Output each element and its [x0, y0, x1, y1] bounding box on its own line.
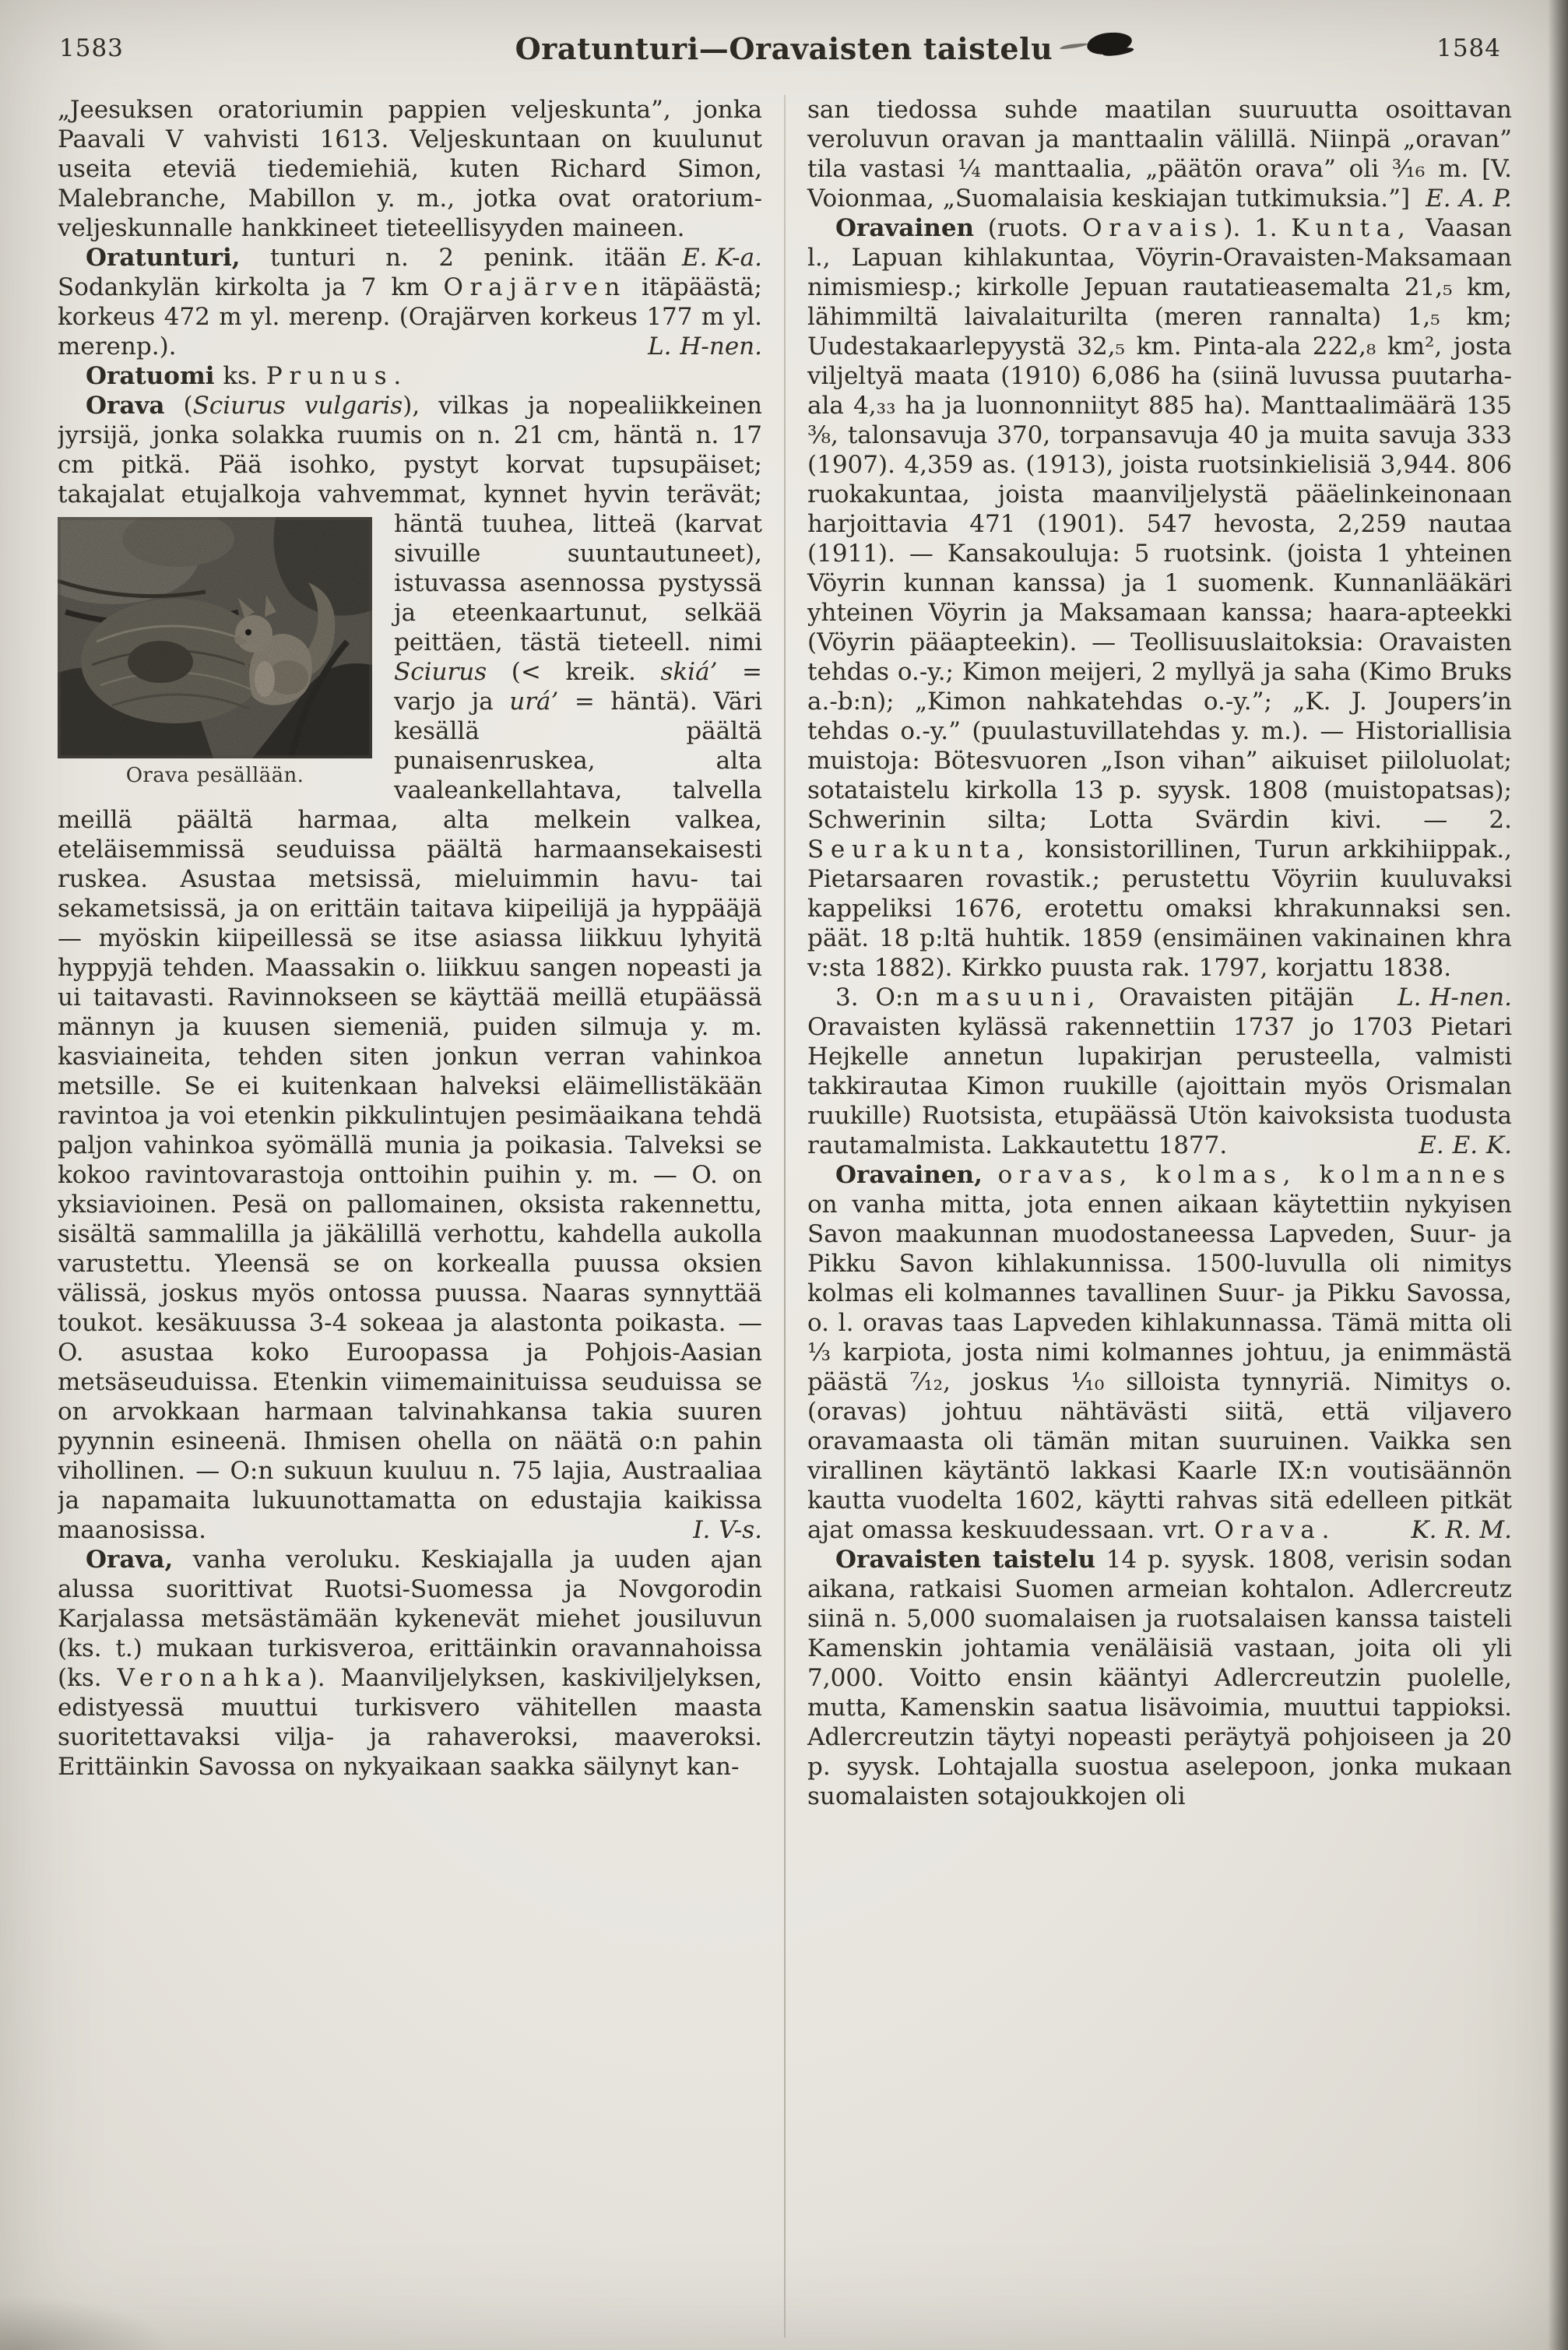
entry-headword: Oravaisten taistelu — [835, 1546, 1095, 1574]
text-run: Seurakunta, — [807, 836, 1032, 864]
author-signature: K. R. M. — [1411, 1516, 1512, 1544]
entry-headword: Oratunturi, — [86, 244, 241, 272]
text-run: ). 1. — [1223, 214, 1292, 242]
text-run: Sciurus vulgaris — [192, 392, 403, 420]
text-run: „Jeesuksen oratoriumin pappien veljeskunta”, jonka Paavali V vahvisti 1613. Veljeskuntaan on kuulunut useita eteviä tiedemiehiä, kuten Richard Simon, Malebranche, Mabillon y. m., jotka ovat oratorium-veljeskunnalle hankkineet tieteellisyyden maineen. — [58, 96, 762, 242]
text-run: san tiedossa suhde maatilan suuruutta osoittavan veroluvun oravan ja manttaalin välillä. Niinpä „oravan” tila vastasi ¹⁄₄ manttaalia, „päätön orava” oli ³⁄₁₆ m. [V. Voionmaa, „Suomalaisia keskiajan tutkimuksia.”] — [807, 96, 1512, 213]
column-divider — [784, 95, 786, 2338]
text-run: itäpäästä; korkeus 472 m yl. merenp. (Orajärven korkeus 177 m yl. merenp.). — [58, 273, 762, 361]
paragraph — [807, 1160, 1512, 1545]
column-left — [58, 95, 762, 2338]
paragraph — [58, 1545, 762, 1782]
text-run: Oravaisten pitäjän Oravaisten kylässä rakennettiin 1737 jo 1703 Pietari Hejkelle annetun lupakirjan perusteella, valmisti takkirautaa Kimon ruukille (ajoittain myös Orismalan ruukille) Ruotsista, etupäässä Utön kaivoksista tuodusta rautamalmista. Lakkautettu 1877. — [807, 983, 1512, 1159]
page-number-left: 1583 — [59, 34, 124, 62]
text-run: kynnet hyvin terävät; häntä tuuhea, litteä (karvat sivuille suuntautuneet), istuvassa asennossa pystyssä ja eteenkaartunut, selkää peittäen, tästä tieteell. nimi — [394, 480, 762, 656]
text-run: 3. O:n — [835, 983, 937, 1011]
text-run: (ruots. — [974, 214, 1083, 242]
text-run: Sciurus — [394, 658, 487, 686]
author-signature: E. E. K. — [1419, 1131, 1512, 1159]
paragraph — [807, 1545, 1512, 1811]
text-run: Oravais — [1082, 214, 1224, 242]
author-signature: I. V-s. — [693, 1516, 762, 1544]
author-signature: L. H-nen. — [648, 332, 762, 361]
page-title: Oratunturi—Oravaisten taistelu — [515, 31, 1053, 66]
text-run: = varjo ja — [394, 658, 762, 716]
paragraph — [58, 391, 762, 1545]
text-run: vanha veroluku. Keskiajalla ja uuden ajan alussa suorittivat Ruotsi-Suomessa ja Novgorodin Karjalassa metsästämään kykenevät miehet jousiluvun (ks. t.) mukaan turkisveroa, erittäinkin oravannahoissa (ks. — [58, 1546, 762, 1692]
author-signature: E. A. P. — [1426, 185, 1512, 213]
entry-headword: Oravainen — [835, 214, 975, 242]
squirrel-photo-figure — [58, 517, 372, 788]
entry-headword: Orava, — [86, 1546, 174, 1574]
text-run: ( — [164, 392, 193, 420]
text-columns — [58, 95, 1512, 2338]
paragraph — [58, 361, 762, 391]
text-run: . — [393, 362, 402, 390]
page-number-right: 1584 — [1436, 34, 1501, 62]
paragraph — [58, 243, 762, 361]
text-run: urá’ — [509, 688, 559, 716]
squirrel-photo — [58, 517, 372, 758]
scan-corner-shadow — [0, 2295, 171, 2350]
text-run: on vanha mitta, jota ennen aikaan käytettiin nykyisen Savon maakunnan muodostaneessa Lapveden, Suur- ja Pikku Savon kihlakunnissa. 1500-luvulla oli nimitys kolmas eli kolmannes tavallinen Suur- ja Pikku Savossa, o. l. oravas taas Lapveden kihlakunnassa. Tämä mitta oli ¹⁄₃ karpiota, josta nimi kolmannes johtuu, ja enimmästä päästä ⁷⁄₁₂, joskus ¹⁄₁₀ silloista tynnyriä. Nimitys o. (oravas) johtuu nähtävästi siitä, että viljavero oravamaasta oli tämän mitan suuruinen. Vaikka sen virallinen käytäntö lakkasi Kaarle IX:n voutisäännön kautta vuodelta 1602, käytti rahvas sitä edelleen pitkät ajat omassa keskuudessaan. vrt. — [807, 1191, 1512, 1544]
text-run: Orava — [1214, 1516, 1322, 1544]
text-run: ), vilkas ja nopealiikkeinen jyrsijä, jonka solakka ruumis on n. 21 cm, häntä n. 17 cm pitkä. Pää isohko, pystyt korvat tupsupäiset; takajalat etujalkoja vahvemmat, — [58, 392, 762, 508]
column-right — [807, 95, 1512, 2338]
text-run: Kunta, — [1291, 214, 1412, 242]
entry-headword: Oratuomi — [86, 362, 215, 390]
figure-caption: Orava pesällään. — [125, 764, 304, 787]
page-header — [0, 0, 1568, 79]
author-signature: E. K-a. — [681, 244, 762, 272]
paragraph — [807, 95, 1512, 213]
text-run: masuuni, — [936, 983, 1102, 1011]
text-run: skiá’ — [660, 658, 718, 686]
text-run: ). Maanviljelyksen, kaskiviljelyksen, edistyessä muuttui turkisvero vähitellen maasta suoritettavaksi vilja- ja rahaveroksi, maaveroksi. Erittäinkin Savossa on nykyaikaan saakka säilynyt kan- — [58, 1664, 762, 1781]
text-run: Vaasan l., Lapuan kihlakuntaa, Vöyrin-Oravaisten-Maksamaan nimismiesp.; kirkolle Jepuan rautatieasemalta 21,₅ km, lähimmiltä laivalaiturilta (meren rannalta) 1,₅ km; Uudestakaarlepyystä 32,₅ km. Pinta-ala 222,₈ km², josta viljeltyä maata (1910) 6,086 ha (siinä luvussa puutarha-ala 4,₃₃ ha ja luonnonniityt 885 ha). Manttaalimäärä 135 ³⁄₈, talonsavuja 370, torpansavuja 40 ja muita savuja 333 (1907). 4,359 as. (1913), joista ruotsinkielisiä 3,944. 806 ruokakuntaa, joista maanviljelystä pääelinkeinonaan harjoittavia 471 (1901). 547 hevosta, 2,259 nautaa (1911). — Kansakouluja: 5 ruotsink. (joista 1 yhteinen Vöyrin kunnan kanssa) ja 1 suomenk. Kunnanlääkäri yhteinen Vöyrin ja Maksamaan kanssa; haara-apteekki (Vöyrin pääapteekin). — Teollisuuslaitoksia: Oravaisten tehdas o.-y.; Kimon meijeri, 2 myllyä ja saha (Kimo Bruks a.-b:n); „Kimon nahkatehdas o.-y.”; „K. J. Joupers’in tehdas o.-y.” (puulastuvillatehdas y. m.). — Historiallisia muistoja: Bötesvuoren „Ison vihan” aikuiset piiloluolat; sotataistelu kirkolla 13 p. syysk. 1808 (muistopatsas); Schwerinin silta; Lotta Svärdin kivi. — 2. — [807, 214, 1512, 834]
text-run: (< kreik. — [487, 658, 661, 686]
text-run: Orajärven — [443, 273, 628, 301]
text-run: Veronahka — [117, 1664, 308, 1692]
author-signature: L. H-nen. — [1397, 983, 1512, 1011]
scan-edge-shadow — [1548, 0, 1568, 2350]
text-run: . — [1321, 1516, 1330, 1544]
text-run: ks. — [214, 362, 266, 390]
text-run: tunturi n. 2 penink. itään Sodankylän kirkolta ja 7 km — [58, 244, 666, 301]
text-run: = häntä). Väri kesällä päältä punaisenruskea, alta vaaleankellahtava, talvella meillä päältä harmaa, alta melkein valkea, eteläisemmissä seuduissa päältä harmaansekaisesti ruskea. Asustaa metsissä, mieluimmin havu- tai sekametsissä, ja on erittäin taitava kiipeilijä ja hyppääjä — myöskin kiipeillessä se itse asiassa liikkuu lyhyitä hyppyjä tehden. Maassakin o. liikkuu sangen nopeasti ja ui taitavasti. Ravinnokseen se käyttää meillä etupäässä männyn ja kuusen siemeniä, puiden silmuja y. m. kasviaineita, tehden siten jonkun verran vahinkoa metsille. Se ei kuitenkaan halveksi eläimellistäkään ravintoa ja voi etenkin pikkulintujen pesimäaikana tehdä paljon vahinkoa syömällä munia ja poikasia. Talveksi se kokoo ravintovarastoja onttoihin puihin y. m. — O. on yksiavioinen. Pesä on pallomainen, oksista rakennettu, sisältä sammalilla ja jäkälillä verhottu, kahdella aukolla varustettu. Yleensä se on korkealla puussa oksien välissä, joskus myös ontossa puussa. Naaras synnyttää toukot. kesäkuussa 3-4 sokeaa ja alastonta poikasta. — O. asustaa koko Euroopassa ja Pohjois-Aasian metsäseuduissa. Etenkin viimemainituissa seuduissa se on arvokkaan harmaan talvinahkansa takia suuren pyynnin esineenä. Ihmisen ohella on näätä o:n pahin vihollinen. — O:n sukuun kuuluu n. 75 lajia, Austraaliaa ja napamaita lukuunottamatta on edustajia kaikissa maanosissa. — [58, 688, 762, 1544]
text-run: oravas, kolmas, kolmannes — [997, 1161, 1512, 1189]
text-run — [983, 1161, 998, 1189]
text-run: Prunus — [265, 362, 394, 390]
entry-headword: Oravainen, — [835, 1161, 983, 1189]
text-run: 14 p. syysk. 1808, verisin sodan aikana, ratkaisi Suomen armeian kohtalon. Adlercreutz siinä n. 5,000 suomalaisen ja ruotsalaisen kanssa taisteli Kamenskin johtamia venäläisiä vastaan, joita oli yli 7,000. Voitto ensin kääntyi Adlercreutzin puolelle, mutta, Kamenskin saatua lisävoimia, muuttui tappioksi. Adlercreutzin täytyi nopeasti peräytyä pohjoiseen ja 20 p. syysk. Lohtajalla suostua aselepoon, jonka mukaan suomalaisten sotajoukkojen oli — [807, 1546, 1512, 1810]
entry-headword: Orava — [86, 392, 165, 420]
text-run: konsistorillinen, Turun arkkihiippak., Pietarsaaren rovastik.; perustettu Vöyriin kuuluvaksi kappeliksi 1676, erotettu omaksi khrakunnaksi sen. päät. 18 p:ltä huhtik. 1859 (ensimäinen vakinainen khra v:sta 1882). Kirkko puusta rak. 1797, korjattu 1838. — [807, 836, 1512, 982]
